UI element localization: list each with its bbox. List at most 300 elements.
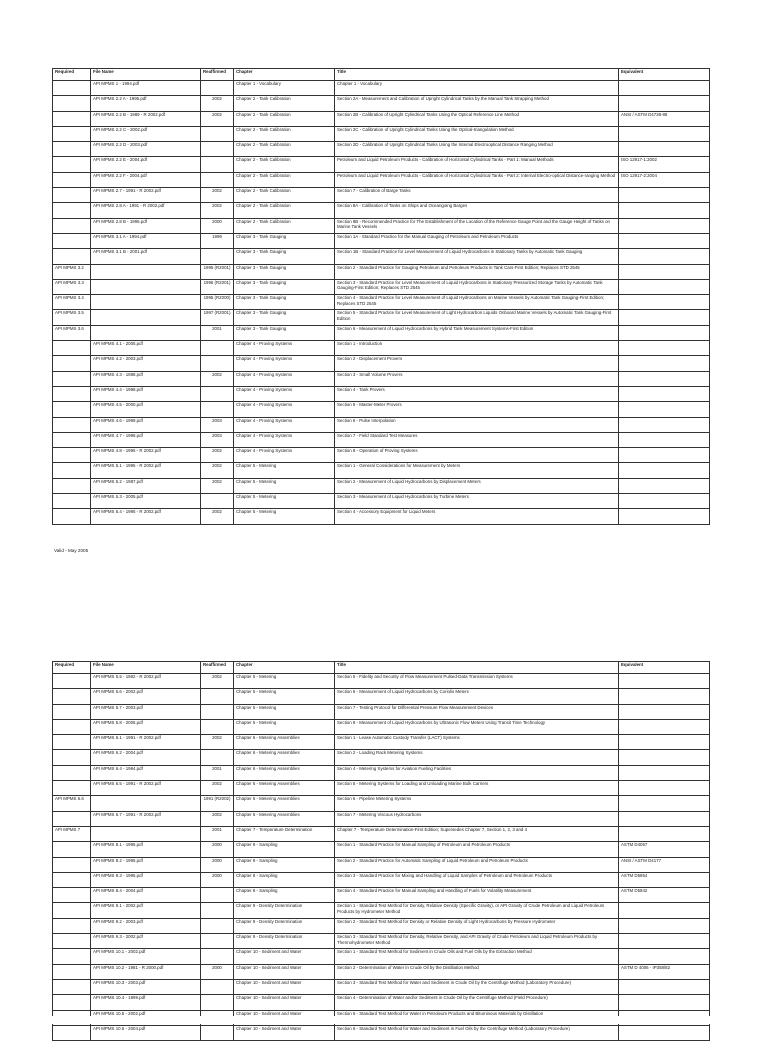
cell-reaffirmed: 2002: [201, 781, 234, 796]
cell-file-name: API MPMS 9.3 - 2002.pdf: [91, 934, 201, 949]
cell-required: [53, 233, 91, 248]
cell-required: [53, 81, 91, 96]
cell-reaffirmed: 2002: [201, 188, 234, 203]
cell-title: Section 8A - Calibration of Tanks on Ships and Oceangoing Barges: [335, 203, 619, 218]
cell-title: Section 2B - Calibration of Upright Cylindrical Tanks Using the Optical Reference Line Method: [335, 111, 619, 126]
cell-file-name: API MPMS 3.1 B - 2001.pdf: [91, 249, 201, 264]
cell-chapter: Chapter 10 - Sediment and Water: [234, 995, 335, 1010]
cell-file-name: API MPMS 9.2 - 2003.pdf: [91, 918, 201, 933]
cell-file-name: API MPMS 2.7 - 1991 - R 2002.pdf: [91, 188, 201, 203]
cell-chapter: Chapter 2 - Tank Calibration: [234, 218, 335, 233]
table-row: [53, 448, 710, 463]
cell-reaffirmed: [201, 995, 234, 1010]
cell-chapter: Chapter 4 - Proving Systems: [234, 432, 335, 447]
table-row: [53, 949, 710, 964]
cell-reaffirmed: [201, 356, 234, 371]
cell-chapter: Chapter 4 - Proving Systems: [234, 356, 335, 371]
cell-reaffirmed: [201, 249, 234, 264]
cell-title: Section 2C - Calibration of Upright Cylindrical Tanks Using the Optical-triangulation Method: [335, 126, 619, 141]
cell-chapter: Chapter 4 - Proving Systems: [234, 341, 335, 356]
table-row: [53, 995, 710, 1010]
cell-title: Petroleum and Liquid Petroleum Products - Calibration of Horizontal Cylindrical Tanks - Part 2: Internal Electro-optical Distance-ranging Method: [335, 172, 619, 187]
cell-required: [53, 126, 91, 141]
cell-chapter: Chapter 3 - Tank Gauging: [234, 233, 335, 248]
cell-title: Section 4 - Determination of Water and/or Sediment in Crude Oil by the Centrifuge Method (Field Procedure): [335, 995, 619, 1010]
table-row: [53, 689, 710, 704]
cell-title: Section 1 - Standard Test Method for Density, Relative Density (Specific Gravity), or API Gravity of Crude Petroleum and Liquid Petroleum Products by Hydrometer Method: [335, 903, 619, 918]
cell-chapter: Chapter 5 - Metering: [234, 689, 335, 704]
table-row: [53, 126, 710, 141]
cell-reaffirmed: [201, 494, 234, 509]
cell-reaffirmed: 2002: [201, 448, 234, 463]
cell-file-name: API MPMS 6.4 - 1984.pdf: [91, 765, 201, 780]
cell-equivalent: [619, 264, 710, 279]
table-row: [53, 325, 710, 340]
cell-required: API MPMS 3.4: [53, 295, 91, 310]
cell-equivalent: ISO 12917-1:2002: [619, 157, 710, 172]
cell-required: [53, 188, 91, 203]
cell-required: [53, 811, 91, 826]
cell-reaffirmed: 2001: [201, 765, 234, 780]
cell-required: [53, 949, 91, 964]
cell-equivalent: ASTM D4057: [619, 842, 710, 857]
table-row: [53, 310, 710, 325]
cell-required: [53, 842, 91, 857]
cell-equivalent: [619, 781, 710, 796]
cell-file-name: API MPMS 9.1 - 2002.pdf: [91, 903, 201, 918]
header-chapter: Chapter: [234, 69, 335, 81]
cell-reaffirmed: [201, 903, 234, 918]
cell-chapter: Chapter 2 - Tank Calibration: [234, 96, 335, 111]
cell-required: [53, 448, 91, 463]
cell-chapter: Chapter 2 - Tank Calibration: [234, 157, 335, 172]
table-row: [53, 872, 710, 887]
cell-file-name: [91, 325, 201, 340]
cell-equivalent: [619, 417, 710, 432]
cell-required: [53, 386, 91, 401]
cell-chapter: Chapter 10 - Sediment and Water: [234, 1025, 335, 1040]
cell-reaffirmed: 1991 (R2002): [201, 796, 234, 811]
cell-chapter: Chapter 5 - Metering: [234, 719, 335, 734]
cell-title: Chapter 7 - Temperature Determination-First Edition; Supersedes Chapter 7, Section 1, 2, 3 and 4: [335, 826, 619, 841]
cell-required: [53, 857, 91, 872]
cell-required: [53, 872, 91, 887]
cell-reaffirmed: 1997 (R2001): [201, 310, 234, 325]
cell-equivalent: [619, 765, 710, 780]
cell-file-name: API MPMS 4.1 - 2005.pdf: [91, 341, 201, 356]
cell-equivalent: ASTM D5854: [619, 872, 710, 887]
cell-required: [53, 249, 91, 264]
cell-file-name: API MPMS 8.2 - 1995.pdf: [91, 857, 201, 872]
table-row: [53, 203, 710, 218]
cell-title: Section 2 - Standard Practice for Gauging Petroleum and Petroleum Products in Tank Cars-First Edition; Replaces STD 2545: [335, 264, 619, 279]
header-chapter: Chapter: [234, 662, 335, 674]
cell-reaffirmed: [201, 402, 234, 417]
cell-reaffirmed: [201, 126, 234, 141]
cell-chapter: Chapter 10 - Sediment and Water: [234, 979, 335, 994]
cell-equivalent: [619, 704, 710, 719]
cell-reaffirmed: [201, 979, 234, 994]
table-row: [53, 979, 710, 994]
cell-file-name: [91, 279, 201, 294]
page-crop: [0, 1016, 768, 1024]
table-row: [53, 279, 710, 294]
cell-file-name: API MPMS 4.8 - 1995 - R 2002.pdf: [91, 448, 201, 463]
cell-file-name: API MPMS 2.8 B - 1995.pdf: [91, 218, 201, 233]
cell-chapter: Chapter 10 - Sediment and Water: [234, 949, 335, 964]
table-row: [53, 371, 710, 386]
cell-required: [53, 402, 91, 417]
cell-file-name: API MPMS 2.2 F - 2004.pdf: [91, 172, 201, 187]
table-body-page2: [53, 674, 710, 1041]
cell-reaffirmed: 2002: [201, 371, 234, 386]
cell-equivalent: [619, 295, 710, 310]
cell-required: API MPMS 7: [53, 826, 91, 841]
cell-required: API MPMS 6.6: [53, 796, 91, 811]
cell-required: [53, 781, 91, 796]
cell-required: [53, 719, 91, 734]
cell-reaffirmed: 2002: [201, 811, 234, 826]
cell-chapter: Chapter 3 - Tank Gauging: [234, 279, 335, 294]
table-row: [53, 750, 710, 765]
cell-title: Section 3 - Standard Test Method for Density, Relative Density, and API Gravity of Crude Petroleum and Liquid Petroleum Products by Thermohydrometer Method: [335, 934, 619, 949]
cell-file-name: API MPMS 10.4 - 1999.pdf: [91, 995, 201, 1010]
cell-file-name: API MPMS 5.4 - 1995 - R 2002.pdf: [91, 509, 201, 524]
table-row: [53, 934, 710, 949]
cell-file-name: API MPMS 6.5 - 1991 - R 2002.pdf: [91, 781, 201, 796]
cell-file-name: API MPMS 5.5 - 1982 - R 2002.pdf: [91, 674, 201, 689]
cell-chapter: Chapter 5 - Metering: [234, 463, 335, 478]
table-row: [53, 781, 710, 796]
cell-title: Section 6 - Pipeline Metering Systems: [335, 796, 619, 811]
cell-title: Section 2 - Measurement of Liquid Hydrocarbons by Displacement Meters: [335, 478, 619, 493]
cell-chapter: Chapter 6 - Metering Assemblies: [234, 765, 335, 780]
table-row: [53, 249, 710, 264]
table-row: [53, 842, 710, 857]
cell-equivalent: [619, 448, 710, 463]
cell-chapter: Chapter 5 - Metering: [234, 674, 335, 689]
table-row: [53, 719, 710, 734]
cell-required: [53, 964, 91, 979]
cell-required: [53, 142, 91, 157]
cell-title: Section 7 - Testing Protocol for Differential Pressure Flow Measurement Devices: [335, 704, 619, 719]
header-required: Required: [53, 69, 91, 81]
cell-equivalent: [619, 949, 710, 964]
cell-reaffirmed: [201, 750, 234, 765]
cell-title: Section 3 - Standard Test Method for Water and Sediment in Crude Oil by the Centrifuge Method (Laboratory Procedure): [335, 979, 619, 994]
cell-chapter: Chapter 5 - Metering: [234, 494, 335, 509]
cell-title: Section 5 - Standard Practice for Level Measurement of Light Hydrocarbon Liquids Onboard Marine Vessels by Automatic Tank Gauging-First Edition: [335, 310, 619, 325]
cell-reaffirmed: 2003: [201, 417, 234, 432]
cell-file-name: API MPMS 4.7 - 1998.pdf: [91, 432, 201, 447]
table-row: [53, 402, 710, 417]
cell-file-name: API MPMS 10.5 - 2002.pdf: [91, 1010, 201, 1025]
cell-file-name: [91, 826, 201, 841]
table-row: [53, 964, 710, 979]
cell-file-name: API MPMS 10.6 - 2004.pdf: [91, 1025, 201, 1040]
cell-reaffirmed: 2002: [201, 674, 234, 689]
table-row: [53, 341, 710, 356]
cell-equivalent: [619, 279, 710, 294]
cell-title: Section 1 - General Considerations for Measurement by Meters: [335, 463, 619, 478]
cell-file-name: API MPMS 4.4 - 1998.pdf: [91, 386, 201, 401]
cell-reaffirmed: 2002: [201, 478, 234, 493]
cell-chapter: Chapter 9 - Density Determination: [234, 934, 335, 949]
cell-reaffirmed: 2001: [201, 325, 234, 340]
cell-equivalent: [619, 310, 710, 325]
cell-reaffirmed: 2003: [201, 432, 234, 447]
table-row: [53, 264, 710, 279]
cell-equivalent: [619, 325, 710, 340]
cell-equivalent: [619, 995, 710, 1010]
cell-reaffirmed: 2002: [201, 509, 234, 524]
cell-equivalent: [619, 719, 710, 734]
cell-reaffirmed: 1999: [201, 233, 234, 248]
cell-title: Section 2 - Standard Test Method for Density or Relative Density of Light Hydrocarbons by Pressure Hydrometer: [335, 918, 619, 933]
cell-equivalent: [619, 386, 710, 401]
table-row: [53, 188, 710, 203]
header-title: Title: [335, 662, 619, 674]
cell-file-name: [91, 264, 201, 279]
cell-title: Section 7 - Field Standard Test Measures: [335, 432, 619, 447]
cell-chapter: Chapter 3 - Tank Gauging: [234, 295, 335, 310]
cell-required: [53, 341, 91, 356]
cell-title: Section 1A - Standard Practice for the Manual Gauging of Petroleum and Petroleum Products: [335, 233, 619, 248]
cell-file-name: API MPMS 8.4 - 2004.pdf: [91, 888, 201, 903]
cell-reaffirmed: [201, 142, 234, 157]
cell-equivalent: [619, 341, 710, 356]
cell-reaffirmed: 1996 (R2001): [201, 279, 234, 294]
cell-equivalent: [619, 979, 710, 994]
cell-file-name: API MPMS 1 - 1994.pdf: [91, 81, 201, 96]
cell-file-name: API MPMS 5.3 - 2005.pdf: [91, 494, 201, 509]
cell-required: [53, 704, 91, 719]
cell-chapter: Chapter 4 - Proving Systems: [234, 386, 335, 401]
cell-title: Section 1 - Standard Practice for Manual Sampling of Petroleum and Petroleum Products: [335, 842, 619, 857]
cell-equivalent: [619, 142, 710, 157]
cell-title: Section 6 - Standard Test Method for Water and Sediment in Fuel Oils by the Centrifuge Method (Laboratory Procedure): [335, 1025, 619, 1040]
cell-chapter: Chapter 2 - Tank Calibration: [234, 203, 335, 218]
cell-file-name: API MPMS 4.2 - 2003.pdf: [91, 356, 201, 371]
cell-file-name: API MPMS 4.6 - 1999.pdf: [91, 417, 201, 432]
cell-chapter: Chapter 7 - Temperature Determination: [234, 826, 335, 841]
cell-title: Section 2 - Determination of Water in Crude Oil by the Distillation Method: [335, 964, 619, 979]
cell-required: [53, 1025, 91, 1040]
cell-title: Section 5 - Master-Meter Provers: [335, 402, 619, 417]
header-file-name: File Name: [91, 662, 201, 674]
table-body-page1: [53, 81, 710, 525]
table-row: [53, 674, 710, 689]
cell-equivalent: ASTM D 4006 - IP358/82: [619, 964, 710, 979]
cell-equivalent: [619, 689, 710, 704]
cell-equivalent: [619, 903, 710, 918]
cell-chapter: Chapter 8 - Sampling: [234, 857, 335, 872]
cell-title: Section 8B - Recommended Practice for The Establishment of the Location of the Reference Gauge Point and the Gauge Height of Tanks on Marine Tank Vessels: [335, 218, 619, 233]
cell-title: Section 2D - Calibration of Upright Cylindrical Tanks Using the Internal Electrooptical Distance Ranging Method: [335, 142, 619, 157]
cell-chapter: Chapter 2 - Tank Calibration: [234, 111, 335, 126]
cell-file-name: API MPMS 8.3 - 1995.pdf: [91, 872, 201, 887]
cell-file-name: API MPMS 5.7 - 2003.pdf: [91, 704, 201, 719]
cell-reaffirmed: 1995 (R2001): [201, 264, 234, 279]
cell-file-name: API MPMS 8.1 - 1995.pdf: [91, 842, 201, 857]
cell-chapter: Chapter 3 - Tank Gauging: [234, 325, 335, 340]
table-row: [53, 918, 710, 933]
cell-chapter: Chapter 2 - Tank Calibration: [234, 188, 335, 203]
cell-title: Section 5 - Fidelity and Security of Flow Measurement Pulsed-Data Transmission Systems: [335, 674, 619, 689]
cell-equivalent: [619, 432, 710, 447]
cell-chapter: Chapter 4 - Proving Systems: [234, 371, 335, 386]
cell-equivalent: [619, 494, 710, 509]
cell-required: [53, 172, 91, 187]
cell-title: Section 4 - Metering Systems for Aviation Fueling Facilities: [335, 765, 619, 780]
cell-title: Section 2 - Displacement Provers: [335, 356, 619, 371]
cell-chapter: Chapter 5 - Metering: [234, 704, 335, 719]
cell-equivalent: ANSI / ASTM D4738-88: [619, 111, 710, 126]
cell-chapter: Chapter 10 - Sediment and Water: [234, 964, 335, 979]
header-reaffirmed: Reaffirmed: [201, 662, 234, 674]
cell-title: Section 4 - Accessory Equipment for Liquid Meters: [335, 509, 619, 524]
cell-chapter: Chapter 6 - Metering Assemblies: [234, 750, 335, 765]
cell-file-name: API MPMS 6.2 - 2004.pdf: [91, 750, 201, 765]
cell-chapter: Chapter 8 - Sampling: [234, 872, 335, 887]
cell-equivalent: [619, 811, 710, 826]
table-row: [53, 888, 710, 903]
cell-reaffirmed: [201, 918, 234, 933]
cell-reaffirmed: 2000: [201, 964, 234, 979]
cell-reaffirmed: 2000: [201, 857, 234, 872]
cell-equivalent: [619, 218, 710, 233]
cell-title: Section 5 - Metering Systems for Loading and Unloading Marine Bulk Carriers: [335, 781, 619, 796]
cell-equivalent: [619, 934, 710, 949]
cell-required: [53, 494, 91, 509]
header-title: Title: [335, 69, 619, 81]
cell-file-name: API MPMS 3.1 A - 1994.pdf: [91, 233, 201, 248]
header-required: Required: [53, 662, 91, 674]
header-file-name: File Name: [91, 69, 201, 81]
cell-equivalent: [619, 356, 710, 371]
table-row: [53, 81, 710, 96]
cell-chapter: Chapter 3 - Tank Gauging: [234, 249, 335, 264]
cell-required: API MPMS 3.5: [53, 310, 91, 325]
cell-required: [53, 417, 91, 432]
cell-file-name: API MPMS 2.2 E - 2004.pdf: [91, 157, 201, 172]
table-row: [53, 111, 710, 126]
cell-required: API MPMS 3.3: [53, 279, 91, 294]
cell-title: Section 1 - Standard Test Method for Sediment in Crude Oils and Fuel Oils by the Extraction Method: [335, 949, 619, 964]
header-reaffirmed: Reaffirmed: [201, 69, 234, 81]
cell-equivalent: [619, 509, 710, 524]
cell-equivalent: [619, 463, 710, 478]
cell-required: [53, 96, 91, 111]
table-row: [53, 494, 710, 509]
cell-equivalent: [619, 674, 710, 689]
cell-required: [53, 689, 91, 704]
cell-chapter: Chapter 2 - Tank Calibration: [234, 126, 335, 141]
table-row: [53, 417, 710, 432]
cell-equivalent: ASTM D5842: [619, 888, 710, 903]
cell-equivalent: [619, 918, 710, 933]
table-row: [53, 735, 710, 750]
cell-reaffirmed: 2002: [201, 96, 234, 111]
cell-reaffirmed: 2002: [201, 111, 234, 126]
cell-required: [53, 735, 91, 750]
cell-required: [53, 356, 91, 371]
cell-equivalent: [619, 249, 710, 264]
cell-reaffirmed: 2001: [201, 826, 234, 841]
cell-reaffirmed: 2002: [201, 735, 234, 750]
cell-file-name: API MPMS 2.8 A - 1991 - R 2002.pdf: [91, 203, 201, 218]
cell-required: API MPMS 3.6: [53, 325, 91, 340]
cell-chapter: Chapter 4 - Proving Systems: [234, 448, 335, 463]
table-row: [53, 295, 710, 310]
cell-file-name: API MPMS 5.6 - 2002.pdf: [91, 689, 201, 704]
cell-reaffirmed: [201, 172, 234, 187]
cell-chapter: Chapter 2 - Tank Calibration: [234, 172, 335, 187]
standards-table-page1: [52, 68, 710, 525]
cell-reaffirmed: [201, 386, 234, 401]
cell-file-name: [91, 310, 201, 325]
cell-required: [53, 995, 91, 1010]
cell-reaffirmed: [201, 888, 234, 903]
table-row: [53, 157, 710, 172]
table-row: [53, 509, 710, 524]
cell-chapter: Chapter 8 - Sampling: [234, 888, 335, 903]
cell-required: [53, 432, 91, 447]
cell-required: [53, 934, 91, 949]
cell-chapter: Chapter 8 - Sampling: [234, 842, 335, 857]
cell-equivalent: [619, 796, 710, 811]
standards-table-page2: [52, 661, 710, 1041]
cell-required: [53, 203, 91, 218]
cell-reaffirmed: [201, 157, 234, 172]
cell-title: Section 7 - Calibration of Barge Tanks: [335, 188, 619, 203]
cell-file-name: [91, 796, 201, 811]
cell-equivalent: ISO 12917-2:2004: [619, 172, 710, 187]
cell-required: [53, 371, 91, 386]
cell-required: [53, 918, 91, 933]
cell-file-name: [91, 295, 201, 310]
cell-file-name: API MPMS 4.3 - 1988.pdf: [91, 371, 201, 386]
cell-equivalent: [619, 402, 710, 417]
table-row: [53, 142, 710, 157]
table-row: [53, 765, 710, 780]
table-row: [53, 463, 710, 478]
cell-equivalent: [619, 203, 710, 218]
cell-reaffirmed: 1995 (R2000): [201, 295, 234, 310]
table-row: [53, 826, 710, 841]
cell-reaffirmed: 2000: [201, 218, 234, 233]
cell-file-name: API MPMS 10.3 - 2003.pdf: [91, 979, 201, 994]
cell-chapter: Chapter 6 - Metering Assemblies: [234, 735, 335, 750]
table-row: [53, 704, 710, 719]
cell-equivalent: [619, 233, 710, 248]
cell-required: [53, 218, 91, 233]
cell-chapter: Chapter 6 - Metering Assemblies: [234, 811, 335, 826]
cell-required: [53, 979, 91, 994]
cell-required: [53, 888, 91, 903]
table-row: [53, 356, 710, 371]
cell-chapter: Chapter 3 - Tank Gauging: [234, 310, 335, 325]
cell-equivalent: [619, 81, 710, 96]
cell-title: Section 2 - Standard Practice for Automatic Sampling of Liquid Petroleum and Petroleum Products: [335, 857, 619, 872]
header-equivalent: Equivalent: [619, 69, 710, 81]
cell-reaffirmed: 2000: [201, 872, 234, 887]
cell-chapter: Chapter 6 - Metering Assemblies: [234, 796, 335, 811]
table-row: [53, 233, 710, 248]
cell-title: Section 6 - Measurement of Liquid Hydrocarbons by Hybrid Tank Measurement Systems-First Edition: [335, 325, 619, 340]
cell-file-name: API MPMS 2.2 D - 2003.pdf: [91, 142, 201, 157]
cell-equivalent: [619, 371, 710, 386]
